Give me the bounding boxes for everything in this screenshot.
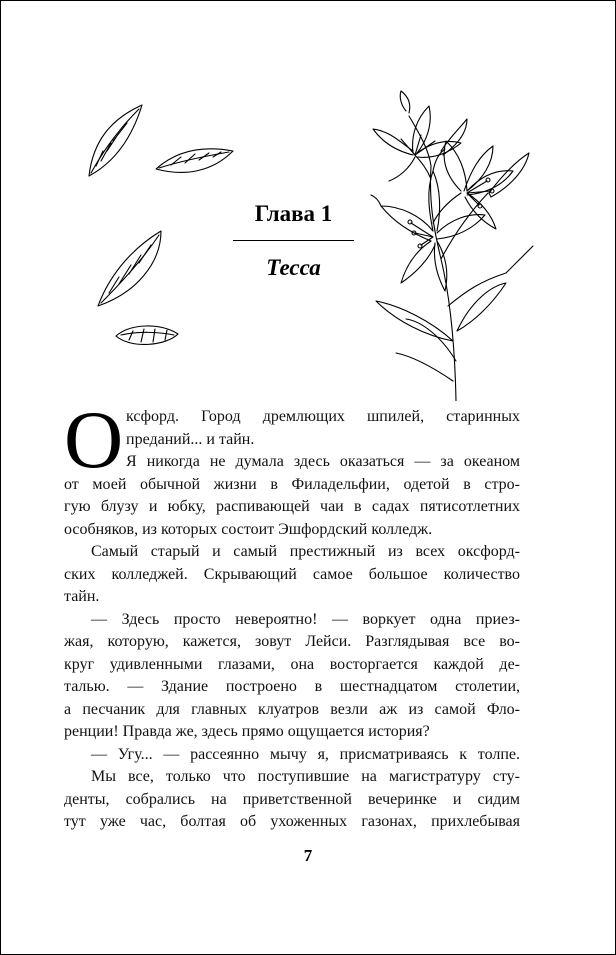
text-line: — Угу... — рассеянно мычу я, присматриваясь к толпе. [91,745,520,763]
petals-icon [89,105,233,344]
body-text [64,406,520,834]
chapter-divider [233,240,354,241]
text-line: Мы все, только что поступившие на магистратуру сту- [91,768,520,785]
text-line: тайн. [64,588,100,605]
text-line: преданий... и тайн. [126,430,255,448]
text-line: ских колледжей. Скрывающий самое большое количество [64,565,520,583]
text-line: ренции! Правда же, здесь прямо ощущается история? [64,723,430,740]
text-line: ксфорд. Город дремлющих шпилей, старинных [126,408,520,425]
lily-icon [371,91,533,401]
text-line: жая, которую, кажется, зовут Лейси. Разглядывая все во- [64,633,520,650]
text-line: гую блузу и юбку, распивающей чаи в садах пятисотлетних [64,498,520,515]
page-number: 7 [303,846,313,865]
text-line: Самый старый и самый престижный из всех оксфорд- [91,543,520,560]
text-line: талью. — Здание построено в шестнадцатом столетии, [64,678,520,695]
text-line: особняков, из которых состоит Эшфордский колледж. [64,520,433,538]
chapter-title: Глава 1 [254,201,333,226]
text-line: денты, собрались на приветственной вечеринке и сидим [64,790,520,808]
drop-cap: О [64,394,124,485]
chapter-subtitle: Тесса [266,255,321,280]
text-line: от моей обычной жизни в Филадельфии, одетой в стро- [64,475,520,493]
text-line: тут уже час, болтая об ухоженных газонах, прихлебывая [64,813,520,830]
text-line: круг удивленными глазами, она восторгается каждой де- [64,655,520,673]
text-line: Я никогда не думала здесь оказаться — за океаном [126,453,520,470]
text-line: а песчаник для главных клуатров везли аж из самой Фло- [64,700,520,718]
text-line: — Здесь просто невероятно! — воркует одна приез- [91,610,520,628]
